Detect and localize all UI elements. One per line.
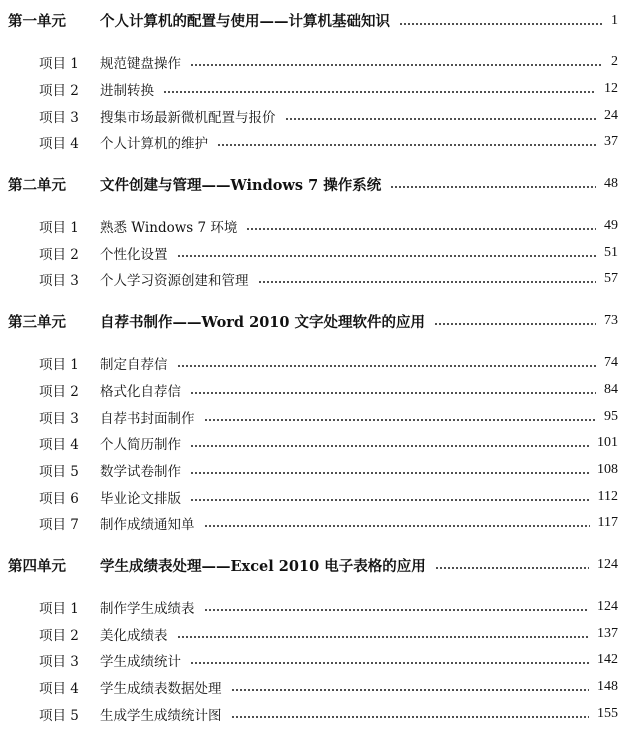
dot-leader (190, 472, 589, 474)
page-number: 57 (604, 271, 618, 287)
dot-leader (434, 323, 596, 325)
item-label: 项目 1 (39, 357, 79, 374)
item-entry (8, 350, 618, 377)
item-title: 制定自荐信 (100, 357, 168, 374)
unit-section (8, 7, 618, 156)
page-number: 48 (604, 176, 618, 192)
page-number: 108 (597, 461, 618, 477)
unit-label: 第二单元 (8, 176, 66, 194)
item-entry (8, 239, 618, 266)
item-entry (8, 483, 618, 510)
dot-leader (204, 525, 590, 527)
page-number: 124 (597, 598, 618, 614)
dot-leader (231, 716, 590, 718)
item-label: 项目 1 (39, 600, 79, 617)
item-entry (8, 620, 618, 647)
dot-leader (390, 186, 596, 188)
item-title: 制作学生成绩表 (100, 600, 195, 617)
dot-leader (399, 23, 603, 25)
page-number: 124 (597, 557, 618, 573)
page-number: 51 (604, 244, 618, 260)
item-entry (8, 457, 618, 484)
item-title: 格式化自荐信 (100, 383, 181, 400)
unit-section (8, 308, 618, 537)
dot-leader (177, 365, 597, 367)
unit-title: 学生成绩表处理——Excel 2010 电子表格的应用 (100, 557, 426, 575)
item-title: 生成学生成绩统计图 (100, 707, 222, 724)
unit-label: 第一单元 (8, 13, 66, 30)
item-entry (8, 213, 618, 240)
item-label: 项目 3 (39, 273, 79, 290)
unit-title: 个人计算机的配置与使用——计算机基础知识 (100, 13, 390, 30)
item-title: 数学试卷制作 (100, 463, 181, 480)
dot-leader (163, 91, 596, 93)
item-entry (8, 49, 618, 76)
dot-leader (190, 445, 589, 447)
dot-leader (204, 609, 590, 611)
unit-heading (8, 552, 618, 579)
unit-heading (8, 171, 618, 198)
page-number: 2 (611, 54, 618, 70)
item-label: 项目 5 (39, 707, 79, 724)
table-of-contents (8, 7, 618, 727)
item-label: 项目 4 (39, 681, 79, 698)
item-label: 项目 1 (39, 56, 79, 73)
item-label: 项目 4 (39, 136, 79, 153)
unit-title: 文件创建与管理——Windows 7 操作系统 (100, 176, 382, 194)
unit-section (8, 171, 618, 293)
page-number: 142 (597, 652, 618, 668)
item-entry (8, 377, 618, 404)
page-number: 101 (597, 435, 618, 451)
page-number: 117 (597, 515, 618, 531)
item-label: 项目 2 (39, 627, 79, 644)
item-title: 熟悉 Windows 7 环境 (100, 220, 238, 237)
dot-leader (246, 228, 596, 230)
dot-leader (177, 255, 597, 257)
item-entry (8, 403, 618, 430)
dot-leader (258, 281, 597, 283)
dot-leader (190, 392, 596, 394)
unit-label: 第四单元 (8, 557, 66, 575)
item-entry (8, 76, 618, 103)
dot-leader (204, 419, 597, 421)
item-label: 项目 6 (39, 490, 79, 507)
item-entry (8, 700, 618, 727)
page-number: 155 (597, 705, 618, 721)
item-title: 搜集市场最新微机配置与报价 (100, 109, 276, 126)
dot-leader (231, 689, 590, 691)
dot-leader (177, 636, 590, 638)
item-title: 制作成绩通知单 (100, 517, 195, 534)
page-number: 37 (604, 134, 618, 150)
page-number: 49 (604, 218, 618, 234)
unit-heading (8, 308, 618, 335)
item-label: 项目 3 (39, 654, 79, 671)
page-number: 24 (604, 107, 618, 123)
item-label: 项目 2 (39, 246, 79, 263)
page-number: 1 (611, 12, 618, 28)
dot-leader (190, 64, 603, 66)
dot-leader (190, 662, 589, 664)
item-label: 项目 3 (39, 109, 79, 126)
page-number: 12 (604, 81, 618, 97)
item-label: 项目 2 (39, 83, 79, 100)
unit-label: 第三单元 (8, 313, 66, 331)
page-number: 84 (604, 381, 618, 397)
unit-title: 自荐书制作——Word 2010 文字处理软件的应用 (100, 313, 426, 331)
item-entry (8, 594, 618, 621)
item-entry (8, 674, 618, 701)
item-entry (8, 647, 618, 674)
item-title: 个性化设置 (100, 246, 168, 263)
page-number: 74 (604, 355, 618, 371)
page-number: 112 (597, 488, 618, 504)
item-entry (8, 430, 618, 457)
item-entry (8, 102, 618, 129)
item-label: 项目 7 (39, 517, 79, 534)
item-label: 项目 3 (39, 410, 79, 427)
page-number: 73 (604, 313, 618, 329)
page-number: 148 (597, 679, 618, 695)
item-title: 进制转换 (100, 83, 154, 100)
item-title: 规范键盘操作 (100, 56, 181, 73)
page-number: 137 (597, 625, 618, 641)
item-title: 学生成绩统计 (100, 654, 181, 671)
item-title: 毕业论文排版 (100, 490, 181, 507)
item-entry (8, 510, 618, 537)
item-title: 美化成绩表 (100, 627, 168, 644)
unit-heading (8, 7, 618, 34)
dot-leader (435, 567, 589, 569)
item-title: 个人计算机的维护 (100, 136, 208, 153)
dot-leader (285, 118, 597, 120)
page-number: 95 (604, 408, 618, 424)
item-label: 项目 2 (39, 383, 79, 400)
dot-leader (190, 499, 590, 501)
item-title: 自荐书封面制作 (100, 410, 195, 427)
item-label: 项目 5 (39, 463, 79, 480)
item-title: 学生成绩表数据处理 (100, 681, 222, 698)
item-title: 个人学习资源创建和管理 (100, 273, 249, 290)
dot-leader (217, 144, 596, 146)
item-entry (8, 129, 618, 156)
item-entry (8, 266, 618, 293)
item-label: 项目 4 (39, 437, 79, 454)
unit-section (8, 552, 618, 727)
item-title: 个人简历制作 (100, 437, 181, 454)
item-label: 项目 1 (39, 220, 79, 237)
